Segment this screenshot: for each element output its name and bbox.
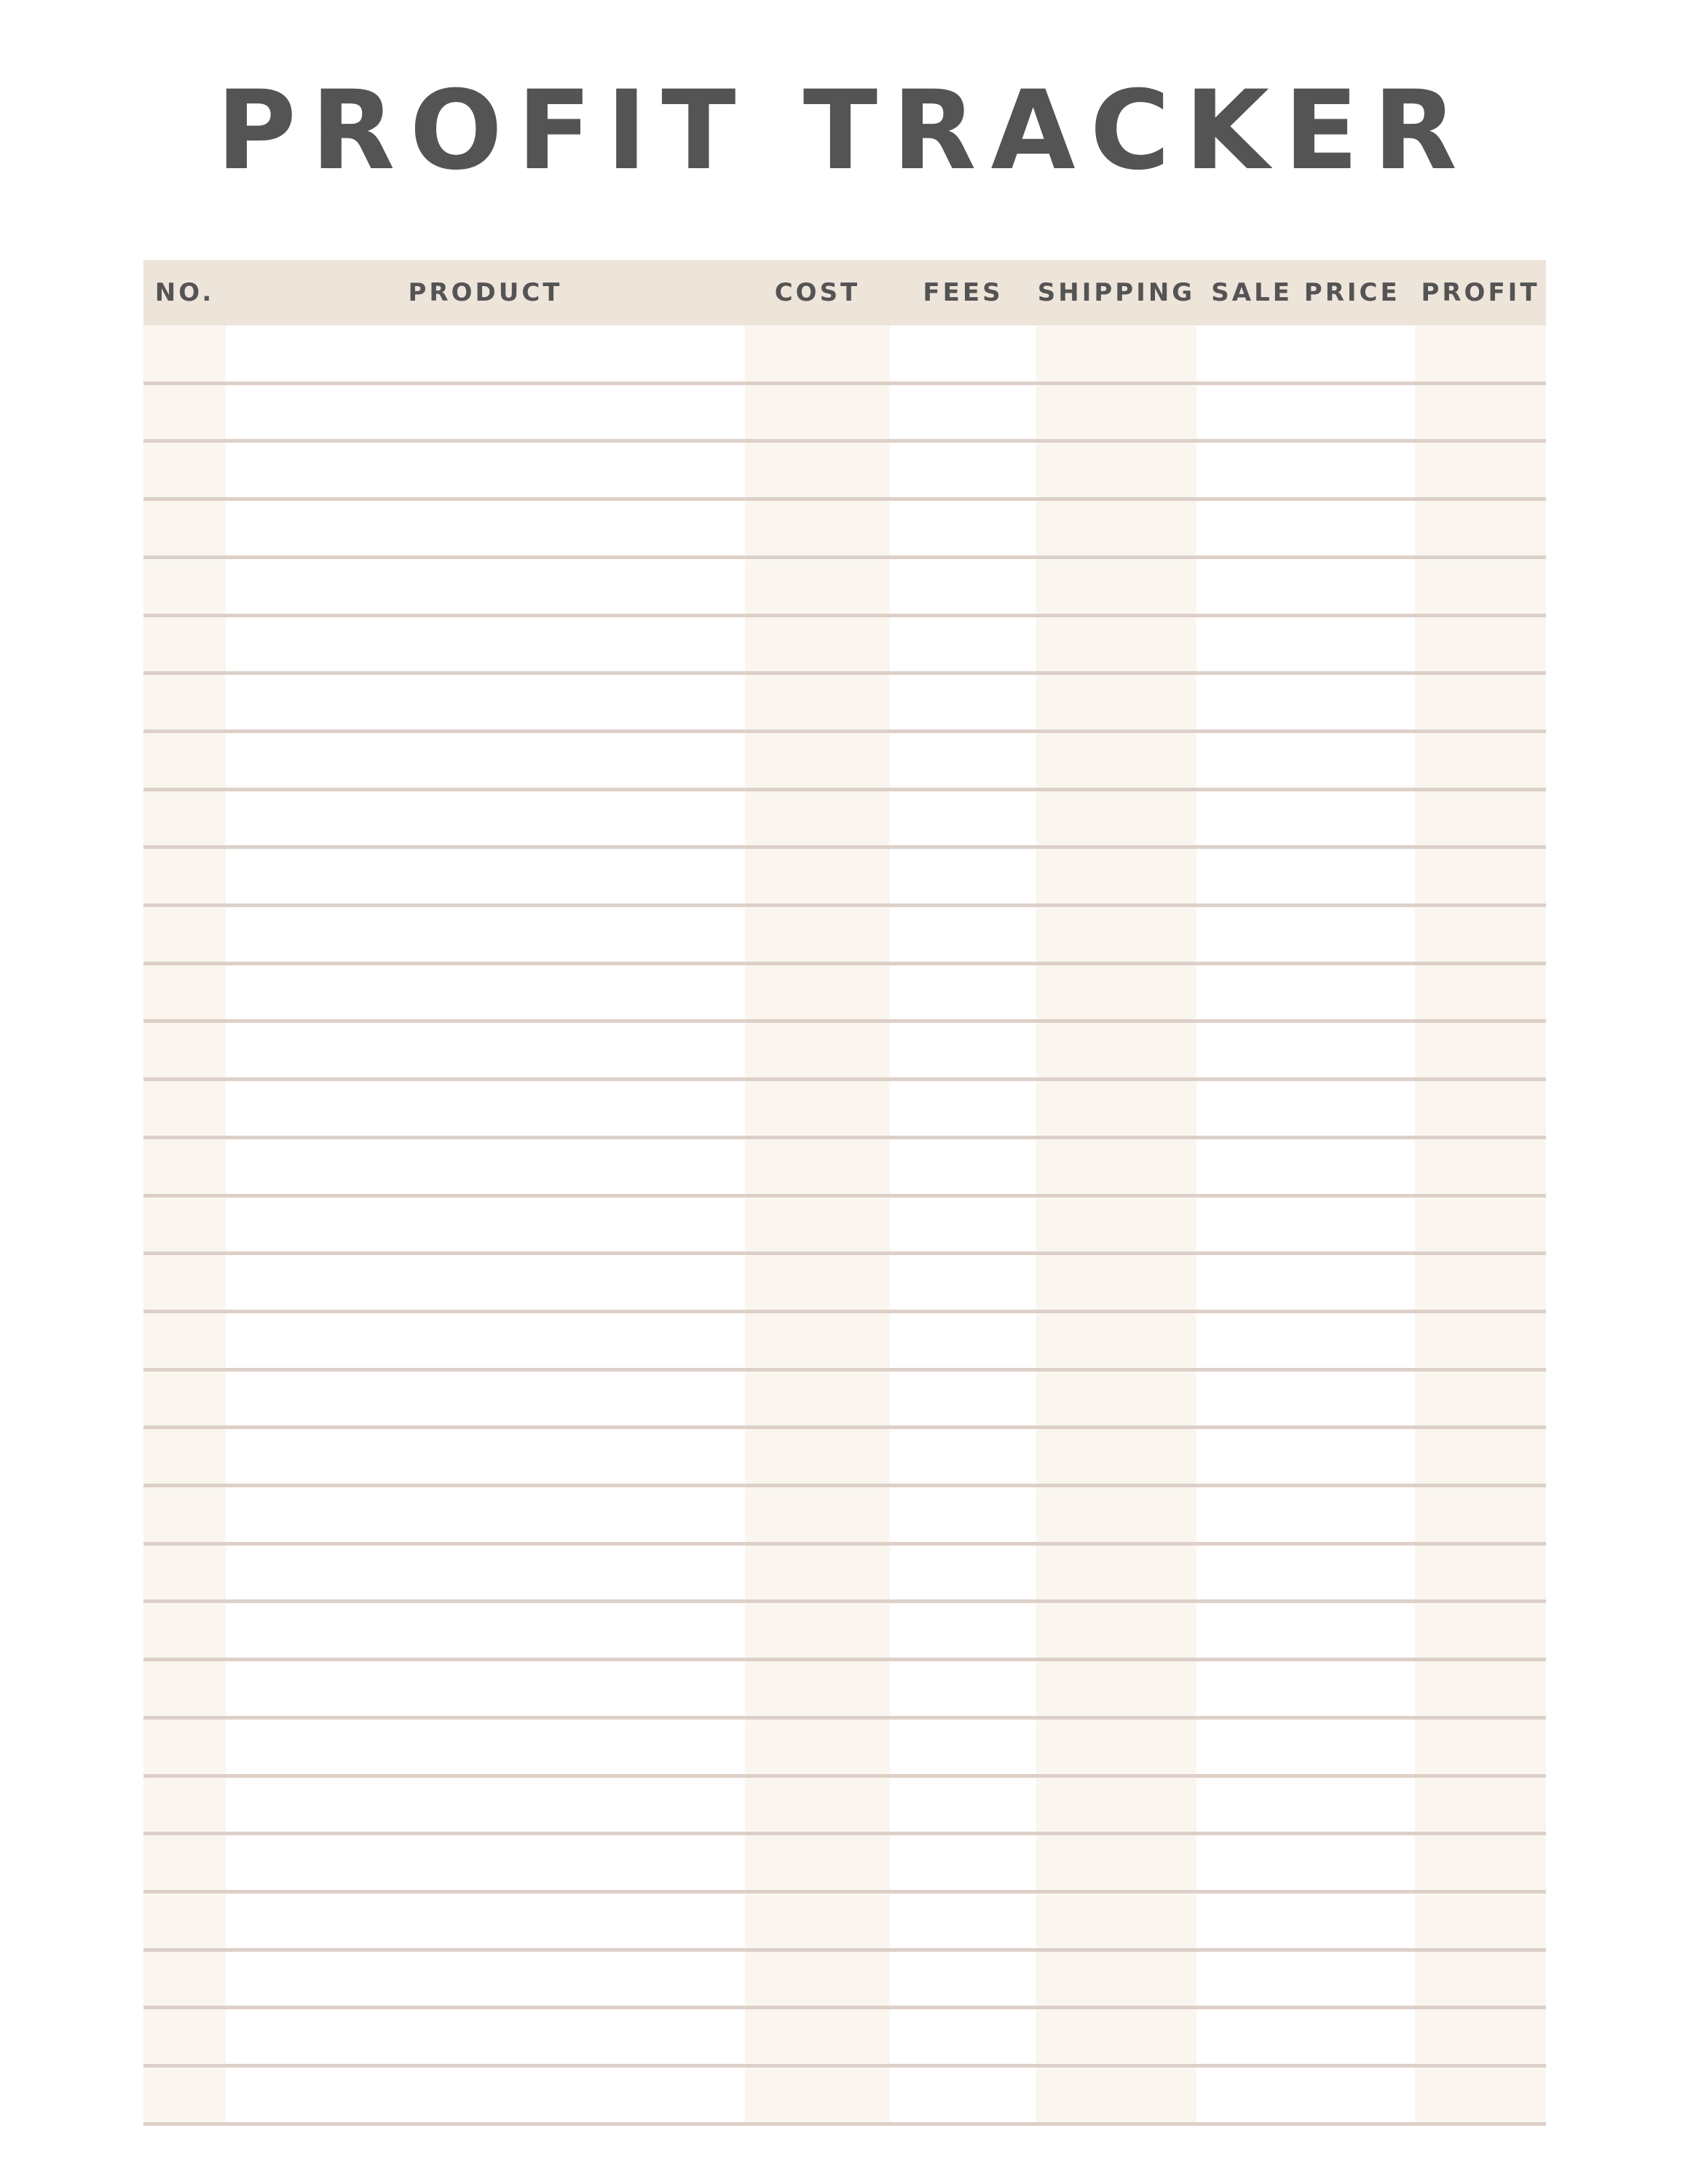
row-rule-line — [143, 614, 1546, 617]
header-product: PRODUCT — [408, 278, 563, 307]
page-title: PROFIT TRACKER — [216, 68, 1472, 194]
column-background-fees — [890, 325, 1036, 2123]
row-rule-line — [143, 1310, 1546, 1313]
row-rule-line — [143, 1251, 1546, 1255]
row-rule-line — [143, 1948, 1546, 1952]
column-background-cost — [745, 325, 890, 2123]
profit-tracker-table — [143, 260, 1546, 2124]
row-rule-line — [143, 381, 1546, 385]
row-rule-line — [143, 1832, 1546, 1835]
header-fees: FEES — [923, 278, 1003, 307]
row-rule-line — [143, 1599, 1546, 1603]
row-rule-line — [143, 1716, 1546, 1720]
row-rule-line — [143, 2064, 1546, 2068]
row-rule-line — [143, 555, 1546, 559]
row-rule-line — [143, 439, 1546, 443]
header-sale-price: SALE PRICE — [1211, 278, 1400, 307]
row-rule-line — [143, 497, 1546, 501]
row-rule-line — [143, 903, 1546, 907]
row-rule-line — [143, 1425, 1546, 1429]
column-background-profit — [1415, 325, 1546, 2123]
row-rule-line — [143, 671, 1546, 675]
row-rule-line — [143, 729, 1546, 733]
row-rule-line — [143, 1194, 1546, 1198]
row-rule-line — [143, 788, 1546, 791]
column-background-shipping — [1036, 325, 1196, 2123]
header-cost: COST — [774, 278, 861, 307]
header-no: NO. — [154, 278, 215, 307]
column-background-product — [226, 325, 745, 2123]
row-rule-line — [143, 1658, 1546, 1661]
row-rule-line — [143, 1077, 1546, 1081]
row-rule-line — [143, 2006, 1546, 2009]
row-rule-line — [143, 962, 1546, 965]
header-shipping: SHIPPING — [1037, 278, 1196, 307]
row-rule-line — [143, 1368, 1546, 1372]
row-rule-line — [143, 1136, 1546, 1139]
column-background-sale-price — [1196, 325, 1415, 2123]
row-rule-line — [143, 845, 1546, 849]
table-header — [143, 260, 1546, 325]
column-background-no — [143, 325, 226, 2123]
row-rule-line — [143, 2122, 1546, 2126]
row-rule-line — [143, 1484, 1546, 1487]
row-rule-line — [143, 1774, 1546, 1778]
row-rule-line — [143, 1542, 1546, 1546]
row-rule-line — [143, 1019, 1546, 1023]
row-rule-line — [143, 1890, 1546, 1894]
header-profit: PROFIT — [1421, 278, 1540, 307]
